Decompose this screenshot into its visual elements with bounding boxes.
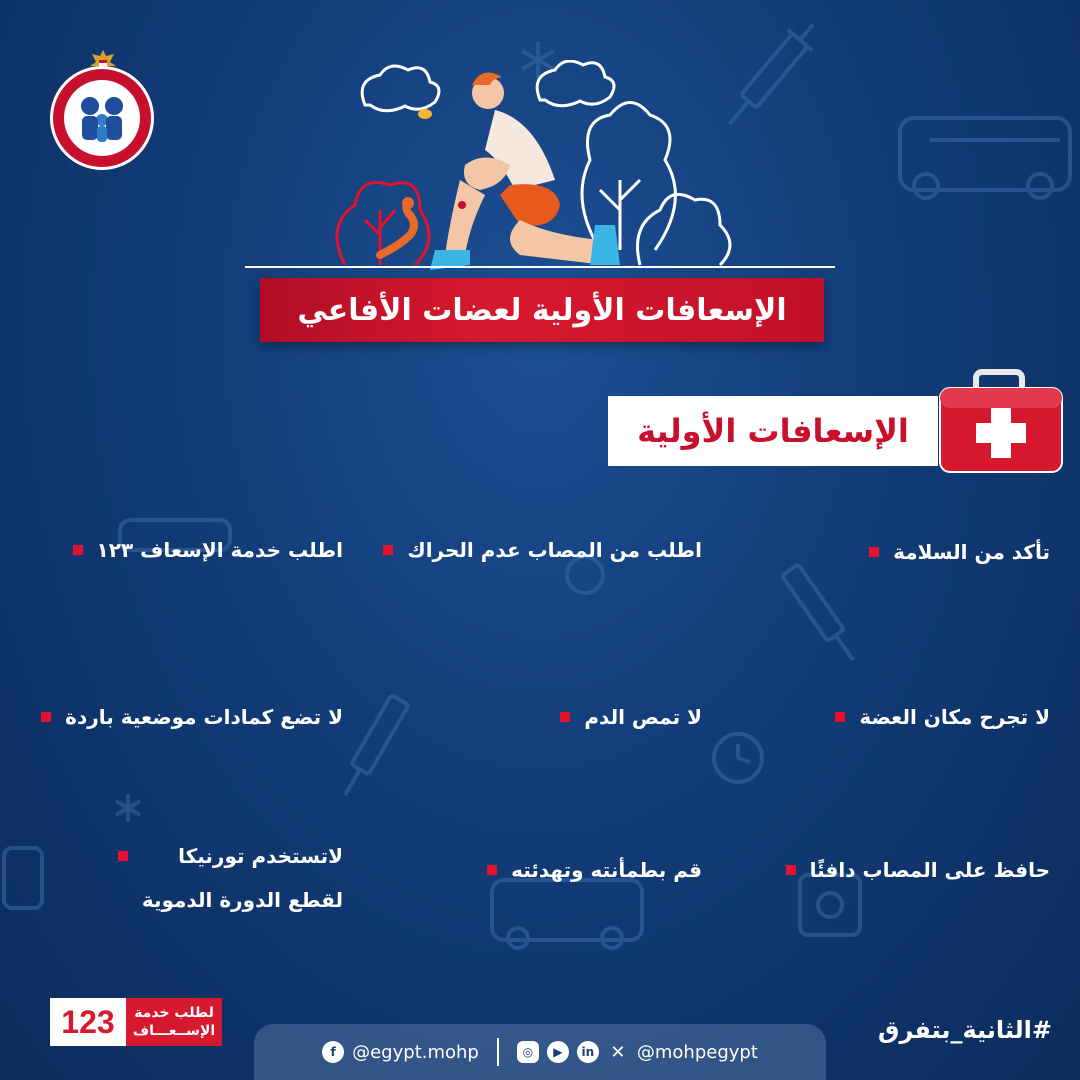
social-handle[interactable]: @mohpegypt [636,1041,758,1063]
logo-figure [50,66,154,170]
hotline-badge [50,998,222,1046]
bullet-icon [118,851,128,861]
list-item [73,528,343,572]
list-item [560,695,702,739]
item-text: حافظ على المصاب دافئًا [809,858,1050,882]
snake-bite-illustration [240,60,840,272]
item-text: تأكد من السلامة [893,540,1050,564]
x-icon[interactable]: ✕ [610,1041,626,1063]
page-title: الإسعافات الأولية لعضات الأفاعي [260,278,824,342]
item-text: لا تجرح مكان العضة [859,705,1050,729]
list-item [487,848,702,892]
ministry-logo [50,48,156,168]
youtube-icon[interactable]: ▶ [547,1041,569,1063]
instagram-icon[interactable]: ◎ [517,1041,539,1063]
facebook-icon[interactable]: f [322,1041,344,1063]
bullet-icon [560,712,570,722]
hotline-label-line: الإســعـــاف [132,1023,216,1039]
item-text [142,834,343,922]
list-item [41,695,343,739]
hotline-number: 123 [50,998,126,1046]
hotline-label [126,998,222,1046]
bullet-icon [835,712,845,722]
section-heading: الإسعافات الأولية [608,396,938,466]
item-text-line: لاتستخدم تورنيكا [178,844,343,868]
bullet-icon [786,865,796,875]
item-text: لا تمص الدم [584,705,702,729]
facebook-handle[interactable]: @egypt.mohp [352,1041,479,1063]
linkedin-icon[interactable]: in [577,1041,599,1063]
bullet-icon [487,865,497,875]
social-bar [254,1024,826,1080]
list-item [118,834,343,922]
hero-ground-line [245,266,835,268]
bullet-icon [383,545,393,555]
item-text-line: لقطع الدورة الدموية [141,888,343,912]
first-aid-kit-icon [936,368,1066,480]
list-item [383,528,702,572]
item-text: اطلب خدمة الإسعاف ١٢٣ [96,538,343,562]
item-text: قم بطمأنته وتهدئته [511,858,702,882]
item-text: لا تضع كمادات موضعية باردة [65,705,343,729]
list-item [786,848,1050,892]
bullet-icon [73,545,83,555]
list-item [869,530,1050,574]
bullet-icon [869,547,879,557]
campaign-hashtag: #الثانية_بتفرق [878,1016,1052,1044]
item-text: اطلب من المصاب عدم الحراك [407,538,702,562]
list-item [835,695,1050,739]
social-divider [497,1038,499,1066]
hotline-label-line: لطلب خدمة [134,1005,214,1021]
bullet-icon [41,712,51,722]
